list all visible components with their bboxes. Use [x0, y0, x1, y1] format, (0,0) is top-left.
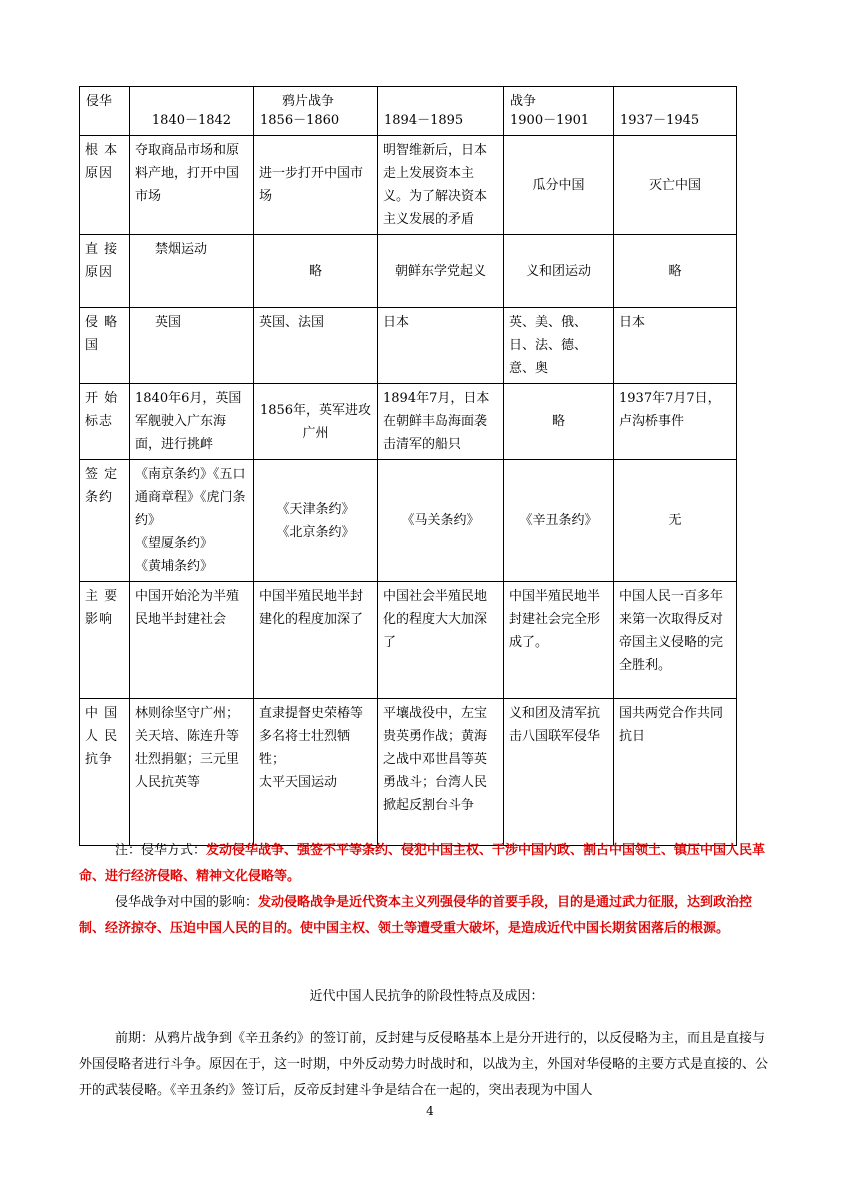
header-col-5	[614, 87, 737, 136]
notes-section	[79, 838, 774, 942]
table-cell: 林则徐坚守广州；关天培、陈连升等壮烈捐躯；三元里人民抗英等	[130, 699, 254, 846]
table-cell: 日本	[378, 308, 504, 384]
table-cell: 中国半殖民地半封建社会完全形成了。	[504, 582, 614, 699]
table-cell: 《南京条约》《五口通商章程》《虎门条约》 《望厦条约》 《黄埔条约》	[130, 460, 254, 582]
table-cell: 中国人民一百多年来第一次取得反对帝国主义侵略的完全胜利。	[614, 582, 737, 699]
header-col-3	[378, 87, 504, 136]
table-cell: 《马关条约》	[378, 460, 504, 582]
table-cell: 中国社会半殖民地化的程度大大加深了	[378, 582, 504, 699]
header-years: 1894－1895	[384, 113, 464, 128]
table-row	[80, 235, 737, 308]
row-label: 中 国 人 民 抗争	[80, 699, 130, 846]
table-cell: 略	[504, 384, 614, 460]
table-cell: 英国、法国	[254, 308, 378, 384]
table-cell: 直隶提督史荣椿等多名将士壮烈牺牲； 太平天国运动	[254, 699, 378, 846]
table-cell: 略	[614, 235, 737, 308]
table-cell: 灭亡中国	[614, 136, 737, 235]
table-cell: 略	[254, 235, 378, 308]
row-label: 主 要 影响	[80, 582, 130, 699]
table-row	[80, 582, 737, 699]
row-label: 签 定 条约	[80, 460, 130, 582]
header-war-name: 战争	[510, 94, 537, 109]
header-col-2	[254, 87, 378, 136]
table-cell: 英国	[130, 308, 254, 384]
header-years: 1856－1860	[260, 113, 340, 128]
row-label: 开 始 标志	[80, 384, 130, 460]
header-war-name: 鸦片战争	[282, 94, 335, 109]
note-lead: 侵华战争对中国的影响：	[115, 895, 259, 910]
table-cell: 义和团运动	[504, 235, 614, 308]
table-cell: 明智维新后，日本走上发展资本主义。为了解决资本主义发展的矛盾	[378, 136, 504, 235]
table-cell: 日本	[614, 308, 737, 384]
header-col-1	[130, 87, 254, 136]
header-label-cell	[80, 87, 130, 136]
table-cell: 朝鲜东学党起义	[378, 235, 504, 308]
table-cell: 1937年7月7日，卢沟桥事件	[614, 384, 737, 460]
table-cell: 中国半殖民地半封建化的程度加深了	[254, 582, 378, 699]
war-comparison-table	[79, 86, 737, 846]
note-lead: 注：侵华方式：	[115, 843, 207, 858]
table-cell: 英、美、俄、日、法、德、意、奥	[504, 308, 614, 384]
table-cell: 《天津条约》 《北京条约》	[254, 460, 378, 582]
table-row	[80, 308, 737, 384]
table-cell: 1856年，英军进攻广州	[254, 384, 378, 460]
header-years: 1937－1945	[620, 113, 700, 128]
header-col-4	[504, 87, 614, 136]
table-cell: 义和团及清军抗击八国联军侵华	[504, 699, 614, 846]
row-label: 直 接 原因	[80, 235, 130, 308]
table-cell: 进一步打开中国市场	[254, 136, 378, 235]
header-label: 侵华	[86, 94, 113, 109]
note-highlight: 发动侵华战争、强签不平等条约、侵犯中国主权、干涉中国内政、割占中国领土、镇压中国人民革命、进行经济侵略、精神文化侵略等。	[79, 843, 766, 884]
page-number: 4	[426, 1104, 434, 1118]
header-years: 1900－1901	[510, 113, 590, 128]
table-cell: 《辛丑条约》	[504, 460, 614, 582]
table-row	[80, 460, 737, 582]
section-title: 近代中国人民抗争的阶段性特点及成因：	[309, 989, 544, 1004]
note-paragraph	[79, 890, 774, 942]
table-header-row	[80, 87, 737, 136]
table-row	[80, 699, 737, 846]
note-paragraph	[79, 838, 774, 890]
table-cell: 1840年6月，英国军舰驶入广东海面，进行挑衅	[130, 384, 254, 460]
table-cell: 国共两党合作共同抗日	[614, 699, 737, 846]
row-label: 侵 略 国	[80, 308, 130, 384]
table-cell: 平壤战役中，左宝贵英勇作战；黄海之战中邓世昌等英勇战斗；台湾人民掀起反割台斗争	[378, 699, 504, 846]
table-cell: 夺取商品市场和原料产地，打开中国市场	[130, 136, 254, 235]
table-row	[80, 136, 737, 235]
note-highlight: 发动侵略战争是近代资本主义列强侵华的首要手段，目的是通过武力征服，达到政治控制、经济掠夺、压迫中国人民的目的。使中国主权、领土等遭受重大破坏，是造成近代中国长期贫困落后的根源。	[79, 895, 753, 936]
body-paragraph: 前期：从鸦片战争到《辛丑条约》的签订前，反封建与反侵略基本上是分开进行的，以反侵略为主，而且是直接与外国侵略者进行斗争。原因在于，这一时期，中外反动势力时战时和，以战为主，外国对华侵略的主要方式是直接的、公开的武装侵略。《辛丑条约》签订后，反帝反封建斗争是结合在一起的，突出表现为中国人	[79, 1031, 769, 1098]
table-cell: 禁烟运动	[130, 235, 254, 308]
table-cell: 无	[614, 460, 737, 582]
header-years: 1840－1842	[151, 113, 232, 128]
table-cell: 中国开始沦为半殖民地半封建社会	[130, 582, 254, 699]
table-cell: 瓜分中国	[504, 136, 614, 235]
table-row	[80, 384, 737, 460]
table-cell: 1894年7月，日本在朝鲜丰岛海面袭击清军的船只	[378, 384, 504, 460]
row-label: 根 本 原因	[80, 136, 130, 235]
